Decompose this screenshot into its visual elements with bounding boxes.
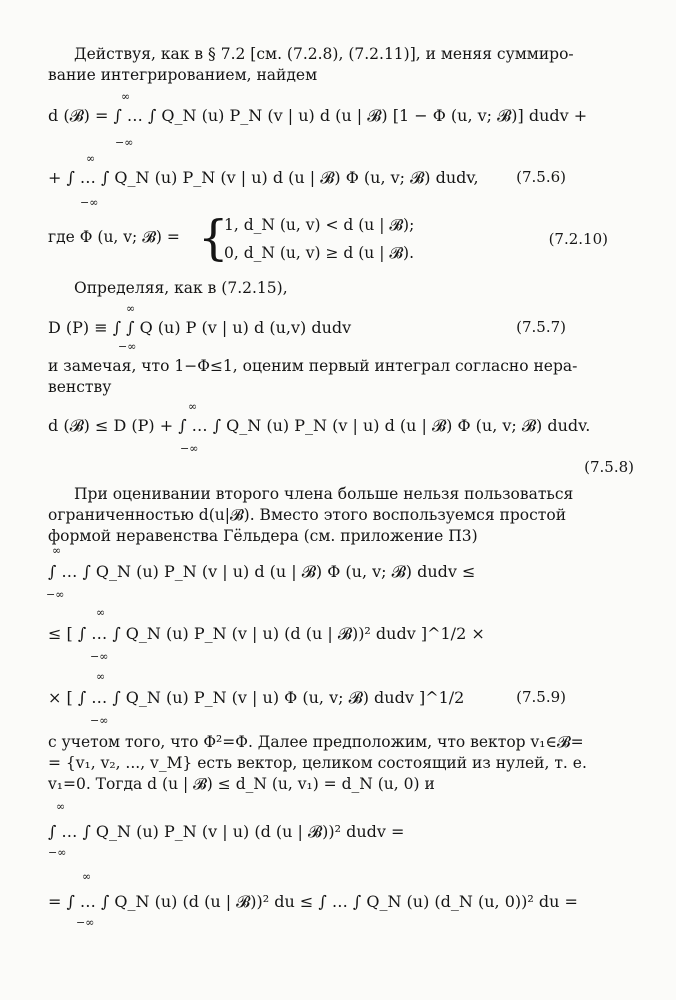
upper-limit: ∞ — [96, 670, 106, 683]
equation-prefix: где Φ (u, v; 𝓑) = — [48, 228, 180, 246]
equation-number: (7.5.7) — [516, 318, 566, 336]
upper-limit: ∞ — [52, 544, 62, 557]
lower-limit: −∞ — [80, 196, 99, 209]
upper-limit: ∞ — [188, 400, 198, 413]
equation-number: (7.5.9) — [516, 688, 566, 706]
equation-number: (7.2.10) — [548, 230, 608, 248]
lower-limit: −∞ — [48, 846, 67, 859]
text-line: и замечая, что 1−Φ≤1, оценим первый интеграл согласно нера- — [48, 357, 578, 375]
equation-7-5-9-line1 — [48, 546, 608, 598]
text-line: При оценивании второго члена больше нельзя пользоваться — [74, 485, 574, 503]
lower-limit: −∞ — [46, 588, 65, 601]
equation-final-line1 — [48, 806, 608, 858]
upper-limit: ∞ — [126, 302, 136, 315]
equation-number: (7.5.6) — [516, 168, 566, 186]
text-line: вание интегрированием, найдем — [48, 66, 318, 84]
paragraph-assumption — [48, 732, 616, 795]
text-line: v₁=0. Тогда d (u | 𝓑) ≤ d_N (u, v₁) = d_N (u, 0) и — [48, 775, 435, 793]
equation-7-5-6-line1 — [48, 90, 608, 142]
lower-limit: −∞ — [90, 714, 109, 727]
text-line: = {v₁, v₂, ..., v_M} есть вектор, целиком состоящий из нулей, т. е. — [48, 754, 587, 772]
text-line: венству — [48, 378, 112, 396]
left-brace: { — [198, 210, 229, 266]
equation-body: D (P) ≡ ∫ ∫ Q (u) P (v | u) d (u,v) dudv — [48, 318, 352, 337]
paragraph-intro — [48, 44, 642, 65]
equation-body: = ∫ … ∫ Q_N (u) (d (u | 𝓑))² du ≤ ∫ … ∫ Q_N (u) (d_N (u, 0))² du = — [48, 892, 578, 911]
upper-limit: ∞ — [56, 800, 66, 813]
text-line: ограниченностью d(u|𝓑). Вместо этого воспользуемся простой — [48, 506, 567, 524]
case-2: 0, d_N (u, v) ≥ d (u | 𝓑). — [224, 244, 415, 262]
paragraph-estimate — [48, 356, 616, 398]
equation-7-2-10 — [48, 210, 608, 270]
paragraph-intro-cont — [48, 65, 616, 86]
lower-limit: −∞ — [115, 136, 134, 149]
equation-body: ∫ … ∫ Q_N (u) P_N (v | u) (d (u | 𝓑))² dudv = — [48, 822, 405, 841]
text-line: Определяя, как в (7.2.15), — [74, 279, 288, 297]
lower-limit: −∞ — [180, 442, 199, 455]
lower-limit: −∞ — [76, 916, 95, 929]
text-line: формой неравенства Гёльдера (см. приложение П3) — [48, 527, 478, 545]
equation-body: d (𝓑) = ∫ … ∫ Q_N (u) P_N (v | u) d (u | 𝓑) [1 − Φ (u, v; 𝓑)] dudv + — [48, 106, 588, 125]
equation-7-5-6-line2 — [48, 152, 608, 204]
upper-limit: ∞ — [121, 90, 131, 103]
paragraph-second-term — [48, 484, 642, 505]
upper-limit: ∞ — [96, 606, 106, 619]
lower-limit: −∞ — [118, 340, 137, 353]
equation-7-5-9-line2 — [48, 608, 608, 660]
equation-number: (7.5.8) — [584, 458, 634, 476]
text-line: Действуя, как в § 7.2 [см. (7.2.8), (7.2.11)], и меняя суммиро- — [74, 45, 574, 63]
upper-limit: ∞ — [86, 152, 96, 165]
equation-body: ≤ [ ∫ … ∫ Q_N (u) P_N (v | u) (d (u | 𝓑))² dudv ]^1/2 × — [48, 624, 485, 643]
equation-body: d (𝓑) ≤ D (P) + ∫ … ∫ Q_N (u) P_N (v | u) d (u | 𝓑) Φ (u, v; 𝓑) dudv. — [48, 416, 591, 435]
paragraph-define — [48, 278, 642, 299]
equation-7-5-9-line3 — [48, 672, 608, 724]
equation-body: × [ ∫ … ∫ Q_N (u) P_N (v | u) Φ (u, v; 𝓑) dudv ]^1/2 — [48, 688, 465, 707]
upper-limit: ∞ — [82, 870, 92, 883]
lower-limit: −∞ — [90, 650, 109, 663]
case-1: 1, d_N (u, v) < d (u | 𝓑); — [224, 216, 415, 234]
equation-7-5-8 — [48, 400, 608, 452]
equation-final-line2 — [48, 876, 608, 928]
equation-body: + ∫ … ∫ Q_N (u) P_N (v | u) d (u | 𝓑) Φ (u, v; 𝓑) dudv, — [48, 168, 479, 187]
paragraph-second-term-cont — [48, 505, 616, 547]
text-line: с учетом того, что Φ²=Φ. Далее предположим, что вектор v₁∈𝓑= — [48, 733, 584, 751]
equation-body: ∫ … ∫ Q_N (u) P_N (v | u) d (u | 𝓑) Φ (u, v; 𝓑) dudv ≤ — [48, 562, 476, 581]
